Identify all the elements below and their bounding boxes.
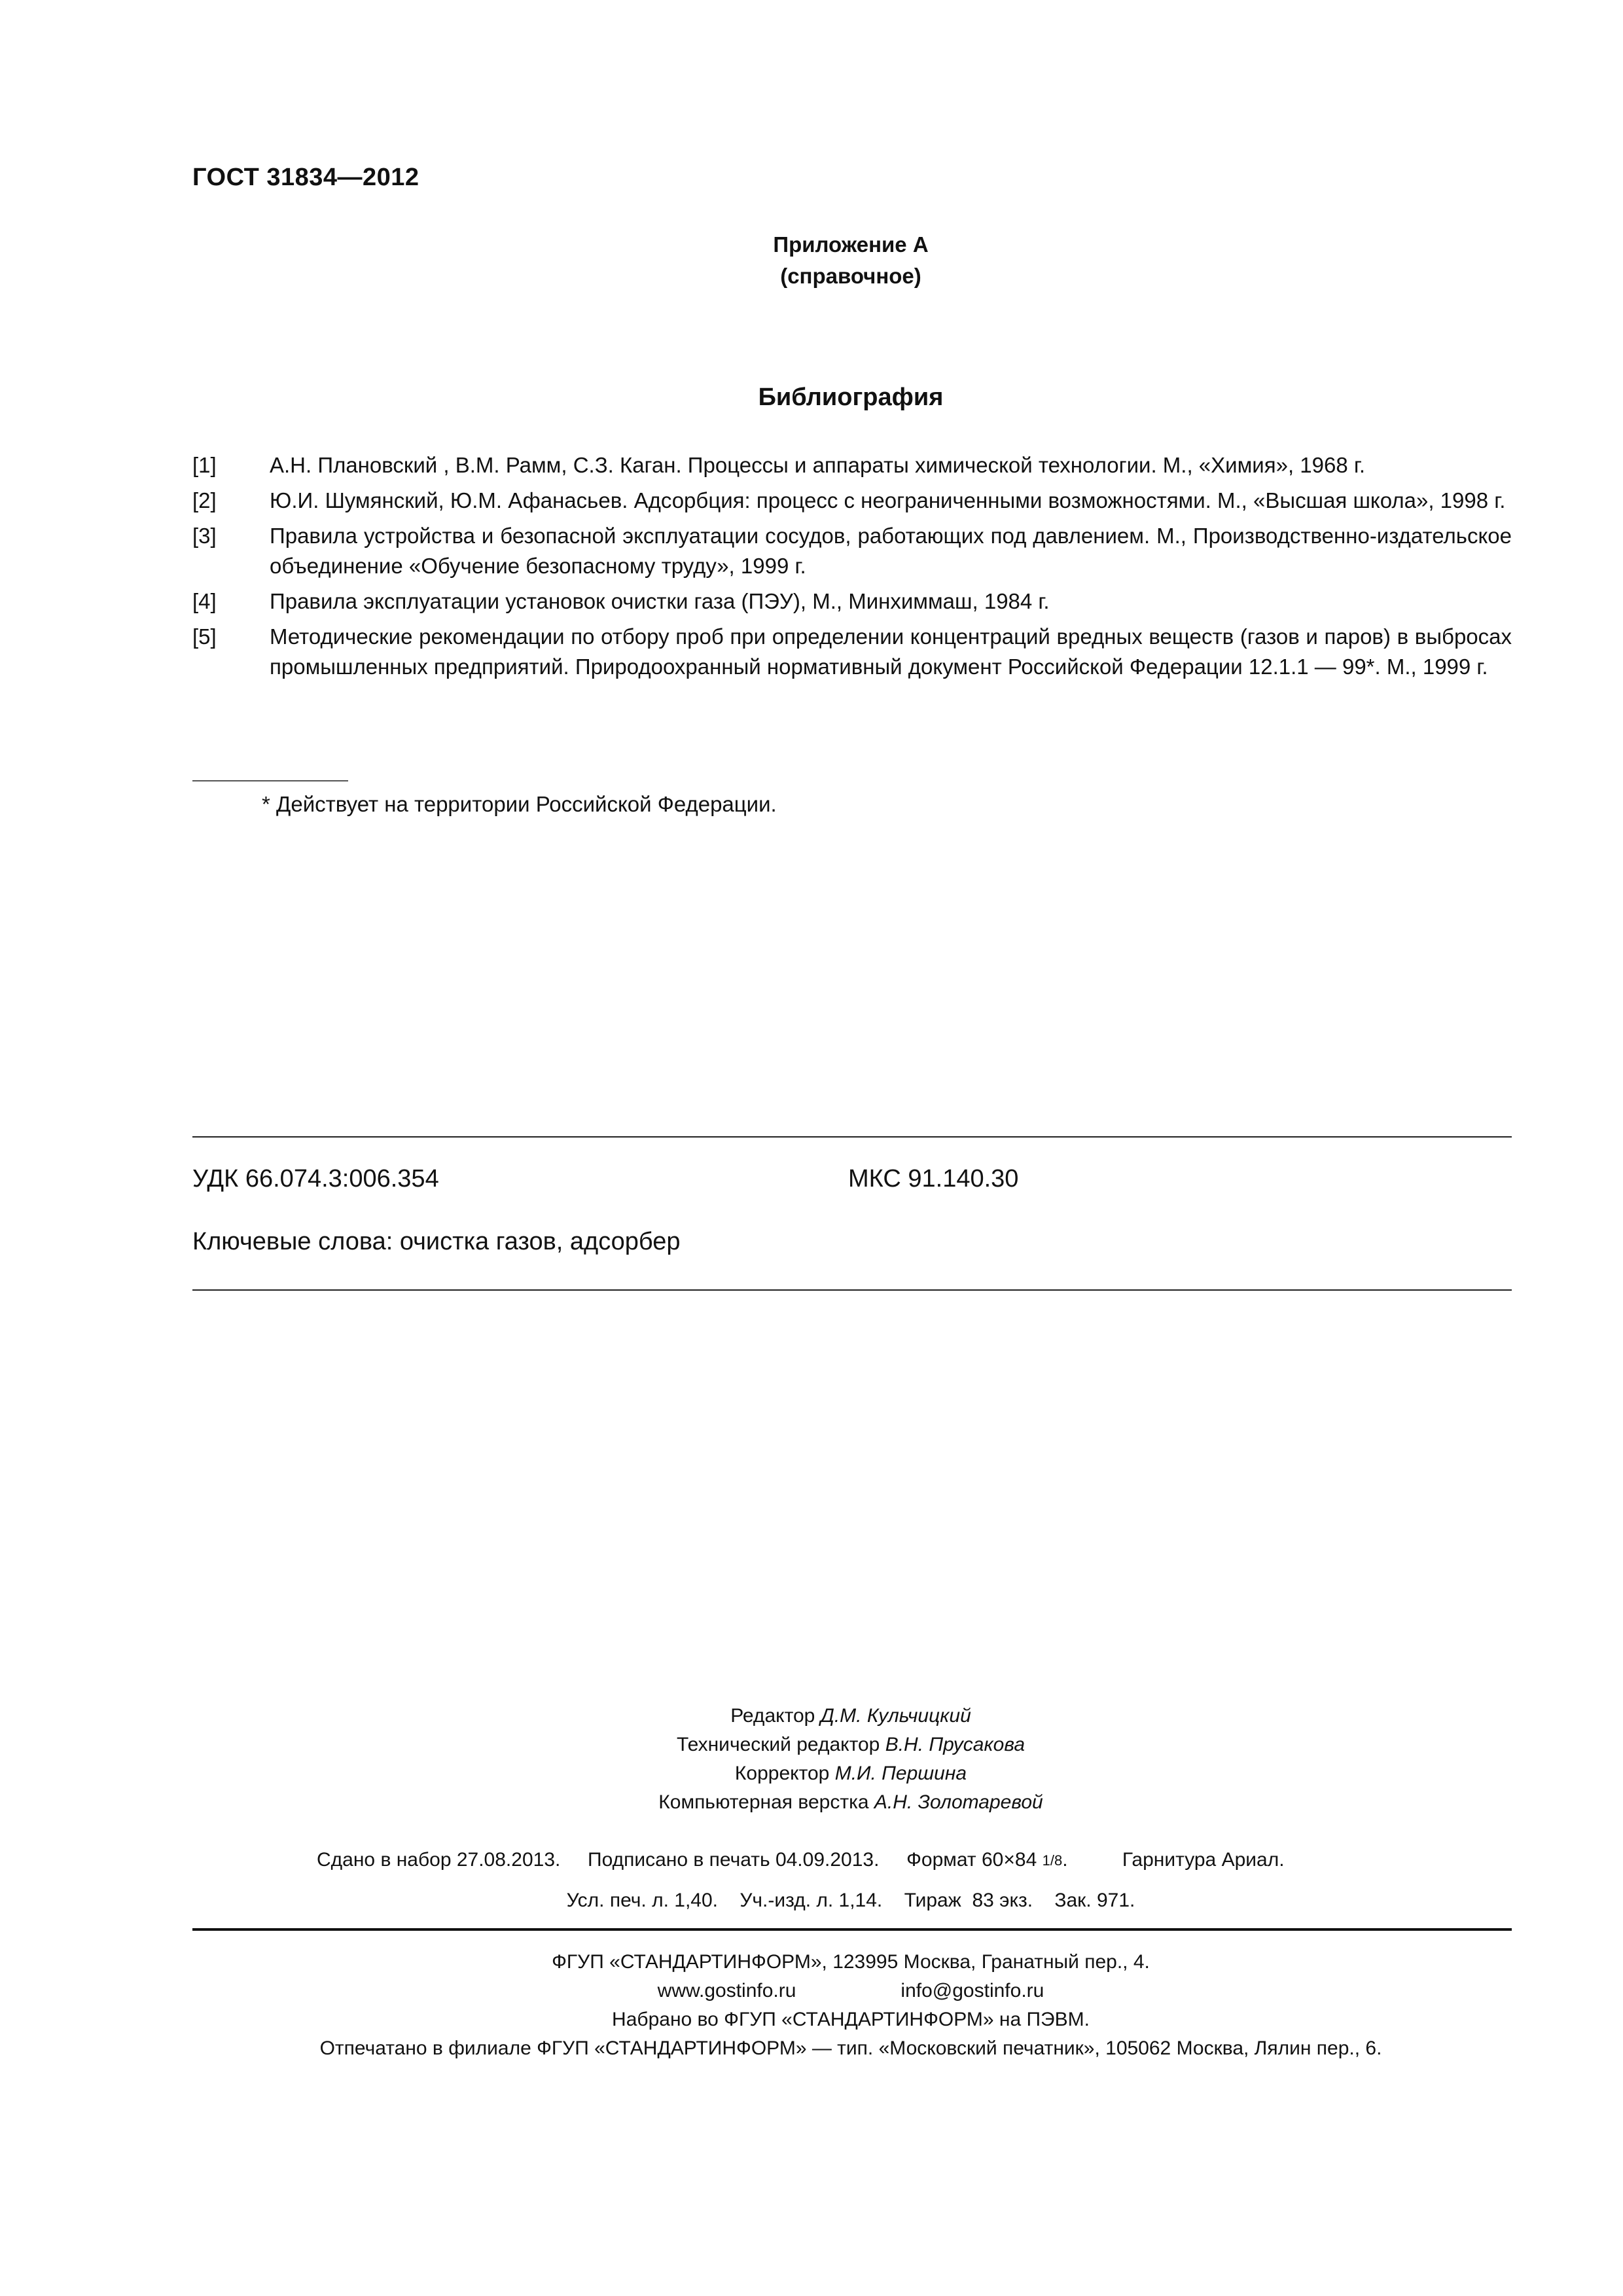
print-details	[317, 1846, 1285, 1874]
entry-number: [5]	[192, 624, 217, 649]
annex-label: Приложение А	[773, 232, 929, 257]
footnote: * Действует на территории Российской Федерации.	[262, 792, 777, 816]
annex-type: (справочное)	[780, 264, 921, 288]
entry-number: [2]	[192, 488, 217, 512]
bibliography-entry	[192, 450, 1512, 480]
credit-role: Технический редактор	[676, 1734, 885, 1755]
document-code: ГОСТ 31834—2012	[192, 164, 419, 191]
publisher-email[interactable]: info@gostinfo.ru	[901, 1980, 1044, 2001]
bibliography-list	[192, 450, 1512, 687]
publisher-rule	[192, 1928, 1512, 1931]
entry-text: Правила эксплуатации установок очистки газа (ПЭУ), М., Минхиммаш, 1984 г.	[270, 589, 1050, 613]
annex-title	[0, 229, 1623, 292]
entry-text: Методические рекомендации по отбору проб при определении концентраций вредных веществ (газов и паров) в выбросах промышленных предприятий. Природоохранный нормативный документ Российской Федерации 12.1.1 — 99*. М., 1999 г.	[270, 624, 1512, 679]
credit-name: Д.М. Кульчицкий	[820, 1705, 971, 1727]
publisher-address: ФГУП «СТАНДАРТИНФОРМ», 123995 Москва, Гранатный пер., 4.	[552, 1951, 1150, 1973]
credit-name: М.И. Першина	[834, 1763, 967, 1784]
print-line-1b: . Гарнитура Ариал.	[1062, 1849, 1285, 1871]
credit-line	[0, 1702, 1623, 1731]
credit-line	[0, 1788, 1623, 1817]
classification-bottom-rule	[192, 1289, 1512, 1291]
classification-top-rule	[192, 1136, 1512, 1138]
keywords: Ключевые слова: очистка газов, адсорбер	[192, 1228, 681, 1255]
credit-name: А.Н. Золотаревой	[874, 1791, 1043, 1813]
credit-role: Редактор	[730, 1705, 821, 1727]
entry-number: [4]	[192, 589, 217, 613]
mks-code: МКС 91.140.30	[848, 1165, 1019, 1193]
typeset-info: Набрано во ФГУП «СТАНДАРТИНФОРМ» на ПЭВМ.	[612, 2009, 1090, 2030]
credit-name: В.Н. Прусакова	[885, 1734, 1026, 1755]
credit-role: Компьютерная верстка	[658, 1791, 874, 1813]
udk-code: УДК 66.074.3:006.354	[192, 1165, 439, 1193]
publisher-links	[0, 1977, 1623, 2005]
bibliography-entry	[192, 486, 1512, 516]
bibliography-entry	[192, 521, 1512, 581]
bibliography-entry	[192, 622, 1512, 682]
entry-text: Ю.И. Шумянский, Ю.М. Афанасьев. Адсорбция: процесс с неограниченными возможностями. М., «Высшая школа», 1998 г.	[270, 488, 1506, 512]
entry-number: [1]	[192, 453, 217, 477]
printed-info: Отпечатано в филиале ФГУП «СТАНДАРТИНФОРМ» — тип. «Московский печатник», 105062 Москва, Лялин пер., 6.	[319, 2037, 1382, 2059]
credit-role: Корректор	[734, 1763, 835, 1784]
bibliography-heading: Библиография	[758, 384, 944, 411]
credit-line	[0, 1759, 1623, 1788]
publisher-website[interactable]: www.gostinfo.ru	[657, 1980, 796, 2001]
editorial-credits	[0, 1702, 1623, 1817]
credit-line	[0, 1731, 1623, 1759]
publisher-info	[0, 1948, 1623, 2063]
entry-number: [3]	[192, 524, 217, 548]
print-line-1a: Сдано в набор 27.08.2013. Подписано в печать 04.09.2013. Формат 60×84	[317, 1849, 1043, 1871]
format-fraction: 1/8	[1042, 1852, 1063, 1869]
print-details-2: Усл. печ. л. 1,40. Уч.-изд. л. 1,14. Тираж 83 экз. Зак. 971.	[566, 1890, 1135, 1911]
entry-text: А.Н. Плановский , В.М. Рамм, С.З. Каган. Процессы и аппараты химической технологии. М., «Химия», 1968 г.	[270, 453, 1366, 477]
bibliography-entry	[192, 586, 1512, 617]
entry-text: Правила устройства и безопасной эксплуатации сосудов, работающих под давлением. М., Производственно-издательское объединение «Обучение безопасному труду», 1999 г.	[270, 524, 1512, 578]
footnote-divider	[192, 780, 348, 781]
